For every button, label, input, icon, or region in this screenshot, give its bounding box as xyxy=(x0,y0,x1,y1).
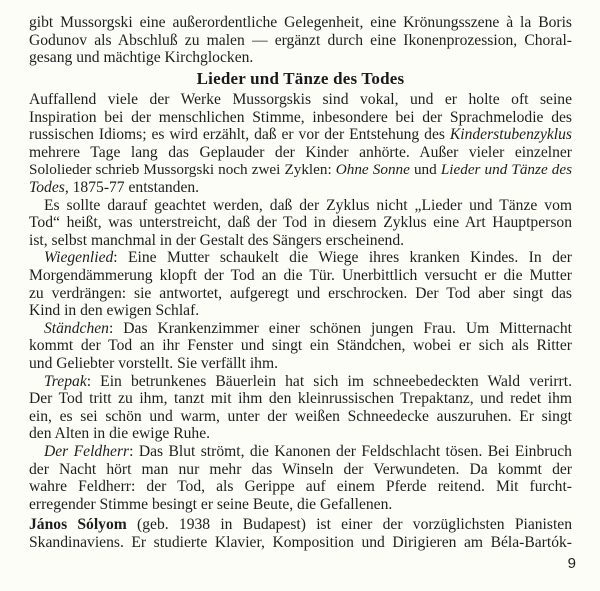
text-line: Der Tod tritt zu ihm, tanzt mit ihm den kleinrussischen Trepaktanz, und redet ihm xyxy=(29,390,572,408)
text-line: der Nacht hört man nur mehr das Winseln der Verwundeten. Da kommt der xyxy=(29,460,572,478)
text-line: erregender Stimme besingt er seine Beute, die Gefallenen. xyxy=(29,495,393,513)
text-line: mehrere Tage lang das Geplauder der Kinder anhörte. Außer vieler einzelner xyxy=(29,143,572,161)
text-line: Godunov als Abschluß zu malen — ergänzt durch eine Ikonenprozession, Choral- xyxy=(29,31,572,49)
work-title: Lieder und Tänze des xyxy=(440,161,572,179)
text-line: den Alten in die ewige Ruhe. xyxy=(29,425,211,443)
work-title: Todes xyxy=(29,179,65,196)
text-line xyxy=(44,320,572,338)
text-line xyxy=(44,249,572,267)
text-line: gesang und mächtige Kirchglocken. xyxy=(29,49,254,67)
text-run: : Das Krankenzimmer einer schönen jungen Frau. Um Mitternacht xyxy=(108,319,572,337)
text-run: : Das Blut strömt, die Kanonen der Feldschlacht tösen. Bei Einbruch xyxy=(129,443,572,460)
text-run: russischen Idioms; es wird erzählt, daß er vor der Entstehung des xyxy=(29,126,450,144)
song-title: Wiegenlied xyxy=(44,249,114,267)
text-run: und xyxy=(409,161,441,179)
text-line: kommt der Tod an ihr Fenster und singt ein Ständchen, wobei er sich als Ritter xyxy=(29,337,572,355)
text-run: : Eine Mutter schaukelt die Wiege ihres kranken Kindes. In der xyxy=(113,249,572,267)
work-title: Ohne Sonne xyxy=(335,161,410,179)
text-line xyxy=(29,179,572,197)
song-title: Der Feldherr xyxy=(44,443,130,460)
text-line: Inspiration bei der menschlichen Stimme, inbesondere bei der Sprachmelodie des xyxy=(29,108,572,126)
text-line xyxy=(29,126,572,144)
text-line: zu verdrängen: sie antwortet, aufgeregt und erschrocken. Der Tod aber singt das xyxy=(29,284,572,302)
text-line: Morgendämmerung klopft der Tod an die Tür. Unerbittlich versucht er die Mutter xyxy=(29,267,572,284)
song-title: Trepak xyxy=(44,372,87,390)
text-line xyxy=(44,443,572,461)
text-line: und Geliebter vorstellt. Sie verfällt ihm. xyxy=(29,355,279,372)
text-line: gibt Mussorgski eine außerordentliche Gelegenheit, eine Krönungsszene à la Boris xyxy=(29,14,572,31)
text-line: Auffallend viele der Werke Mussorgskis sind vokal, und er holte oft seine xyxy=(29,91,572,108)
text-line: wahre Feldherr: der Tod, als Gerippe auf einem Pferde reitend. Mit furcht- xyxy=(29,478,572,496)
text-line: ist, selbst manchmal in der Gestalt des Sängers erscheinend. xyxy=(29,231,405,249)
text-run: Sololieder schrieb Mussorgski noch zwei Zyklen: xyxy=(29,161,336,179)
text-line xyxy=(29,516,572,534)
text-line xyxy=(44,373,572,391)
text-line xyxy=(29,161,572,179)
text-run: (geb. 1938 in Budapest) ist einer der vorzüglichsten Pianisten xyxy=(126,516,572,533)
text-line: Skandinaviens. Er studierte Klavier, Komposition und Dirigieren am Béla-Bartók- xyxy=(29,533,572,551)
text-line: ein, es sei schön und warm, unter der weißen Schneedecke auszuruhen. Er singt xyxy=(29,407,572,425)
text-run: : Ein betrunkenes Bäuerlein hat sich im schneebedeckten Wald verirrt. xyxy=(86,372,572,390)
work-title: Kinderstubenzyklus xyxy=(449,126,572,144)
text-line: Tod“ heißt, was unterstreicht, daß der Tod in diesem Zyklus eine Art Hauptperson xyxy=(29,214,572,232)
song-title: Ständchen xyxy=(44,319,109,337)
performer-name: János Sólyom xyxy=(29,516,127,533)
text-line: Kind in den ewigen Schlaf. xyxy=(29,302,200,320)
page-number: 9 xyxy=(567,555,576,572)
text-run: , 1875-77 entstanden. xyxy=(64,179,200,196)
section-heading: Lieder und Tänze des Todes xyxy=(196,69,405,88)
text-line: Es sollte darauf geachtet werden, daß der Zyklus nicht „Lieder und Tänze vom xyxy=(44,196,572,214)
